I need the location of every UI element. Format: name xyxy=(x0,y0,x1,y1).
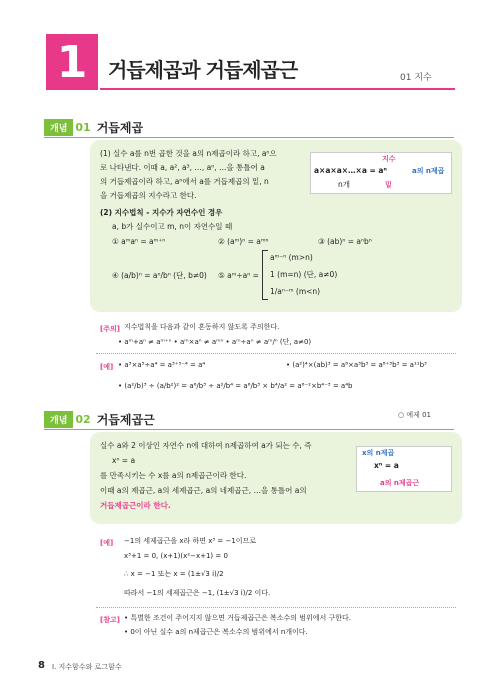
example-3: • (a²/b)³ ÷ (a/b²)² = a⁶/b³ ÷ a²/b⁴ = a⁶/b³ × b⁴/a² = a⁶⁻²×b⁴⁻³ = a⁴b xyxy=(118,382,353,390)
reference-badge: ○ 예제 01 xyxy=(398,411,432,419)
def-line-1: (1) 실수 a를 n번 곱한 것을 a의 n제곱이라 하고, aⁿ으 xyxy=(100,149,277,158)
law-4: ④ (a/b)ⁿ = aⁿ/bⁿ (단, b≠0) xyxy=(112,271,207,280)
laws-intro: a, b가 실수이고 m, n이 자연수일 때 xyxy=(112,222,233,231)
laws-title: (2) 지수법칙 - 지수가 자연수인 경우 xyxy=(100,208,223,217)
caution-text: 지수법칙을 다음과 같이 혼동하지 않도록 주의한다. xyxy=(124,323,280,331)
root-line-1: 실수 a와 2 이상인 자연수 n에 대하여 n제곱하여 a가 되는 수, 즉 xyxy=(100,441,312,450)
footer-chapter: I. 지수함수와 로그함수 xyxy=(52,663,122,671)
root-line-2: xⁿ = a xyxy=(112,456,136,465)
law-3: ③ (ab)ⁿ = aⁿbⁿ xyxy=(318,237,372,246)
section-2-underline xyxy=(44,429,454,430)
note-line-1: • 특별한 조건이 주어지지 않으면 거듭제곱근은 복소수의 범위에서 구한다. xyxy=(124,614,352,622)
root-diagram-expr: xⁿ = a xyxy=(374,461,399,470)
example-2-line-3: ∴ x = −1 또는 x = (1±√3 i)/2 xyxy=(124,570,224,578)
diagram-ncap-label: a의 n제곱 xyxy=(412,167,445,175)
note-line-2: • 0이 아닌 실수 a의 n제곱근은 복소수의 범위에서 n개이다. xyxy=(124,628,308,636)
example-1: • a³×a⁵÷a⁴ = a³⁺⁵⁻⁴ = a⁴ xyxy=(118,361,206,369)
law-5-case-3: 1/aⁿ⁻ᵐ (m<n) xyxy=(270,287,321,296)
page-number: 8 xyxy=(38,660,45,671)
section-2-heading xyxy=(44,410,155,428)
law-5-case-2: 1 (m=n) (단, a≠0) xyxy=(270,270,338,279)
chapter-underline xyxy=(100,88,455,90)
law-5-case-1: aᵐ⁻ⁿ (m>n) xyxy=(270,253,313,262)
caution-items: • aᵐ+aⁿ ≠ aᵐ⁺ⁿ • aᵐ×aⁿ ≠ aᵐⁿ • aᵐ÷aⁿ ≠ aᵐ/ⁿ (단, a≠0) xyxy=(118,338,312,346)
law-5: ⑤ aᵐ÷aⁿ = xyxy=(218,271,259,280)
section-1-underline xyxy=(44,137,454,138)
reference-badge-text: 예제 01 xyxy=(406,411,432,419)
def-line-3: 의 거듭제곱이라 하고, aⁿ에서 a를 거듭제곱의 밑, n xyxy=(100,177,269,186)
note-tag: [참고] xyxy=(100,616,120,624)
section-number: 02 xyxy=(75,412,91,426)
section-number: 01 xyxy=(75,120,91,134)
chapter-title: 거듭제곱과 거듭제곱근 xyxy=(108,58,298,82)
note-tag-text: 참고 xyxy=(103,616,117,624)
example-2-line-4: 따라서 −1의 세제곱근은 −1, (1±√3 i)/2 이다. xyxy=(124,589,271,597)
law-2: ② (aᵐ)ⁿ = aᵐⁿ xyxy=(218,237,269,246)
caution-tag-text: 주의 xyxy=(103,325,117,333)
section-badge: 개념 xyxy=(44,411,73,428)
root-diagram-top: x의 n제곱 xyxy=(362,449,395,457)
chapter-number: 1 xyxy=(46,34,98,90)
root-line-4: 이때 a의 제곱근, a의 세제곱근, a의 네제곱근, …을 통틀어 a의 xyxy=(100,486,307,495)
diagram-exponent-label: 지수 xyxy=(382,155,396,163)
section-title: 거듭제곱근 xyxy=(96,412,155,427)
section-title: 거듭제곱 xyxy=(96,120,144,135)
root-diagram-bottom: a의 n제곱근 xyxy=(380,479,420,487)
example-2-line-2: x³+1 = 0, (x+1)(x²−x+1) = 0 xyxy=(124,552,228,560)
diagram-count-label: n개 xyxy=(338,180,350,189)
caution-divider xyxy=(96,353,456,354)
def-line-2: 로 나타낸다. 이때 a, a², a³, …, aⁿ, …을 통틀어 a xyxy=(100,163,265,172)
example-tag-text: 예 xyxy=(103,363,110,371)
root-line-3: 를 만족시키는 수 x를 a의 n제곱근이라 한다. xyxy=(100,471,247,480)
chapter-tag: 01 지수 xyxy=(400,73,432,83)
example-2-tag: [예] xyxy=(100,539,114,547)
example-tag: [예] xyxy=(100,363,114,371)
example-2-tag-text: 예 xyxy=(103,539,110,547)
def-line-4: 을 거듭제곱의 지수라고 한다. xyxy=(100,191,197,200)
diagram-expression: a×a×a×…×a = aⁿ xyxy=(314,166,387,175)
law-5-brace xyxy=(262,250,268,300)
caution-tag: [주의] xyxy=(100,325,120,333)
section-badge: 개념 xyxy=(44,119,73,136)
diagram-base-label: 밑 xyxy=(385,181,392,189)
law-1: ① aᵐaⁿ = aᵐ⁺ⁿ xyxy=(112,237,166,246)
section-1-heading xyxy=(44,118,143,136)
example-2-line-1: −1의 세제곱근을 x라 하면 x³ = −1이므로 xyxy=(124,537,257,545)
example-2: • (a²)⁴×(ab)³ = a⁸×a³b³ = a⁸⁺³b³ = a¹¹b³ xyxy=(286,361,427,369)
example-2-divider xyxy=(96,607,456,608)
root-line-5: 거듭제곱근이라 한다. xyxy=(100,501,171,510)
